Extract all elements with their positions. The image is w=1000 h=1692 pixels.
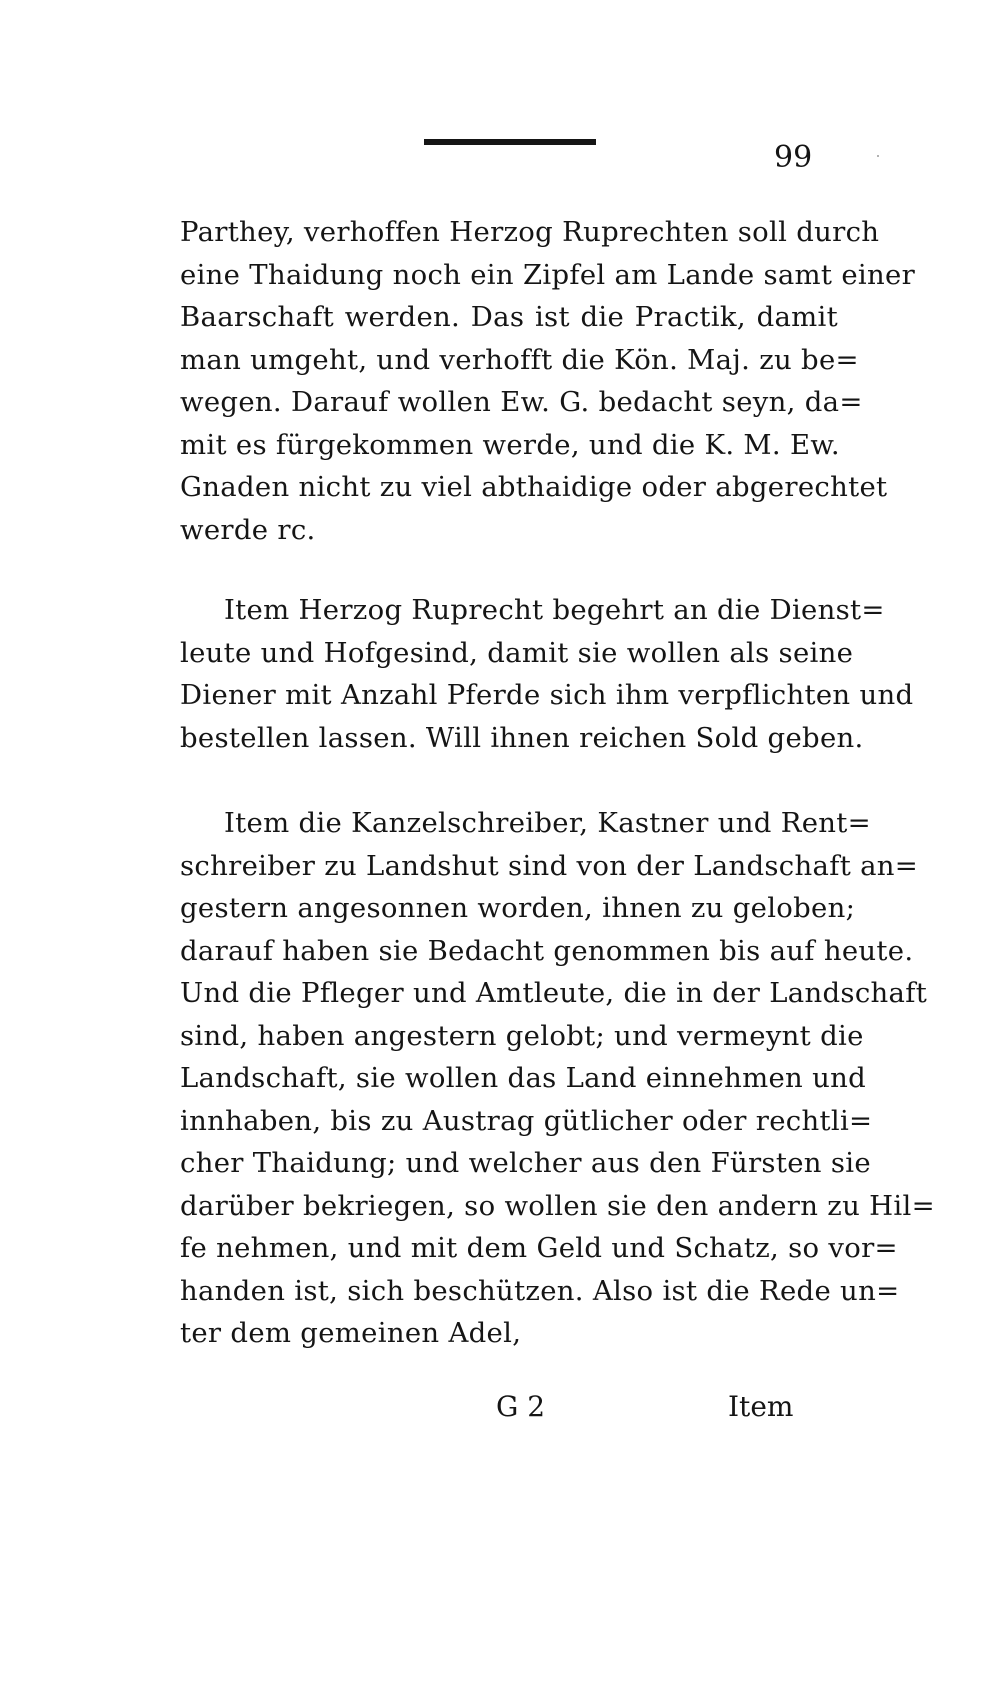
text-line: darüber bekriegen, so wollen sie den andern zu Hil= [180, 1189, 935, 1222]
text-line: Item die Kanzelschreiber, Kastner und Rent= [224, 807, 871, 839]
text-line: Baarschaft werden. Das ist die Practik, damit [180, 301, 838, 333]
text-line: leute und Hofgesind, damit sie wollen als seine [180, 636, 854, 669]
text-line: sind, haben angestern gelobt; und vermeynt die [180, 1019, 864, 1052]
paragraph-2 [180, 589, 914, 759]
text-line: schreiber zu Landshut sind von der Landschaft an= [180, 849, 919, 882]
text-line: Und die Pfleger und Amtleute, die in der Landschaft [180, 977, 928, 1009]
paragraph-3 [180, 802, 935, 1355]
page-number: 99 [774, 140, 813, 175]
text-line: fe nehmen, und mit dem Geld und Schatz, so vor= [180, 1232, 898, 1264]
text-line: mit es fürgekommen werde, und die K. M. Ew. [180, 428, 840, 461]
text-line: handen ist, sich beschützen. Also ist die Rede un= [180, 1274, 900, 1307]
text-line: gestern angesonnen worden, ihnen zu geloben; [180, 892, 856, 924]
text-line: Landschaft, sie wollen das Land einnehmen und [180, 1062, 867, 1094]
signature-mark: G 2 [496, 1390, 546, 1423]
catchword: Item [728, 1390, 794, 1423]
text-line: innhaben, bis zu Austrag gütlicher oder rechtli= [180, 1104, 873, 1137]
text-line: Parthey, verhoffen Herzog Ruprechten soll durch [180, 216, 880, 248]
text-line: ter dem gemeinen Adel, [180, 1317, 522, 1349]
text-line: Diener mit Anzahl Pferde sich ihm verpflichten und [180, 679, 914, 711]
text-line: werde rc. [180, 513, 316, 546]
paper-speck [877, 155, 879, 157]
paragraph-1 [180, 211, 916, 551]
text-line: bestellen lassen. Will ihnen reichen Sold geben. [180, 721, 864, 754]
text-line: Gnaden nicht zu viel abthaidige oder abgerechtet [180, 471, 888, 503]
header-rule [424, 139, 596, 145]
text-line: cher Thaidung; und welcher aus den Fürsten sie [180, 1147, 871, 1179]
text-line: wegen. Darauf wollen Ew. G. bedacht seyn, da= [180, 386, 863, 418]
text-line: man umgeht, und verhofft die Kön. Maj. zu be= [180, 343, 859, 376]
text-line: eine Thaidung noch ein Zipfel am Lande samt einer [180, 258, 916, 291]
text-line: darauf haben sie Bedacht genommen bis auf heute. [180, 934, 914, 967]
text-line: Item Herzog Ruprecht begehrt an die Dienst= [224, 594, 885, 626]
